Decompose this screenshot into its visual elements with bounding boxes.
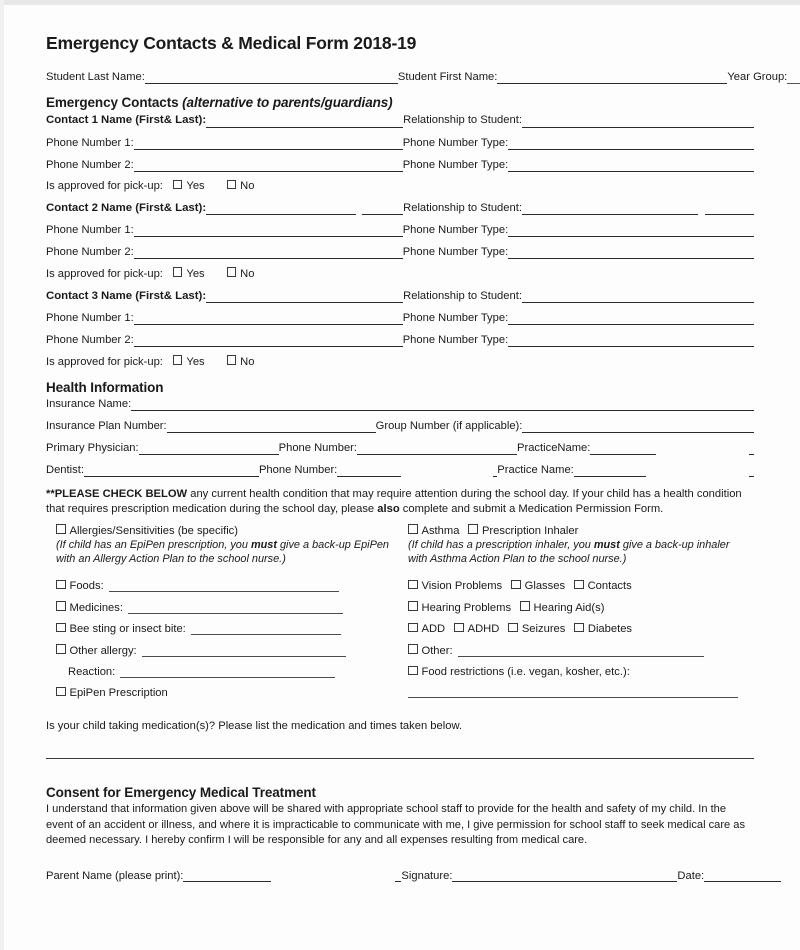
student-first-name-input[interactable] (497, 72, 727, 84)
medicines-label: Medicines: (69, 601, 123, 614)
parent-name-label: Parent Name (please print): (46, 870, 184, 883)
contact-1-phone2-label: Phone Number 2: (46, 158, 134, 171)
vision-checkbox-row[interactable] (408, 580, 754, 593)
checkbox-icon[interactable] (454, 623, 464, 633)
checkbox-icon[interactable] (468, 524, 478, 534)
physician-phone-input[interactable] (357, 443, 517, 455)
dentist-input[interactable] (84, 465, 259, 477)
year-group-input[interactable] (787, 72, 800, 84)
epipen-checkbox-row[interactable] (56, 687, 404, 700)
contact-1-pickup-label: Is approved for pick-up: (46, 180, 163, 192)
dentist-practice-input[interactable] (574, 466, 754, 477)
contact-1-phone1-type-input[interactable] (508, 138, 754, 150)
allergies-note-text-1: (If child has an EpiPen prescription, you (56, 538, 251, 551)
primary-physician-label: Primary Physician: (46, 441, 139, 454)
emergency-contacts-heading (46, 95, 754, 110)
asthma-checkbox-row[interactable] (408, 524, 754, 537)
check-below-text-1: any current health condition that may require attention during the school day. If your child has a health condition that requires prescription medication during the school day, please (46, 487, 742, 516)
contact-3-phone2-row (46, 333, 754, 347)
contact-2-pickup-label: Is approved for pick-up: (46, 267, 163, 280)
contact-3-phone1-label: Phone Number 1: (46, 312, 134, 324)
vision-problems-label: Vision Problems (421, 580, 503, 593)
contact-1-phone2-type-label: Phone Number Type: (402, 158, 509, 171)
date-label: Date: (677, 870, 705, 883)
other-allergy-checkbox-row[interactable] (56, 644, 404, 657)
insurance-name-row (46, 397, 754, 411)
physician-phone-label: Phone Number: (278, 441, 357, 454)
contact-3-pickup-yes-label: Yes (186, 355, 205, 368)
asthma-note (408, 538, 748, 567)
insurance-plan-label: Insurance Plan Number: (46, 419, 167, 432)
contact-1-phone2-type-input[interactable] (508, 160, 754, 172)
please-check-below-lead: **PLEASE CHECK BELOW (46, 487, 188, 500)
checkbox-icon[interactable] (227, 355, 237, 365)
medicines-input[interactable] (128, 603, 343, 614)
contact-3-phone2-input[interactable] (134, 335, 403, 347)
checkbox-icon[interactable] (56, 623, 66, 633)
contact-1-name-input[interactable] (206, 116, 403, 128)
contact-2-pickup-row (46, 267, 754, 280)
contact-1-pickup-no[interactable] (227, 180, 255, 193)
other-condition-label: Other: (421, 644, 453, 657)
bee-sting-label: Bee sting or insect bite: (69, 623, 186, 636)
checkbox-icon[interactable] (408, 601, 418, 611)
contact-3-phone1-type-input[interactable] (508, 313, 754, 325)
year-group-label: Year Group: (727, 71, 788, 84)
contact-2-phone1-type-label: Phone Number Type: (402, 224, 509, 237)
contact-3-name-row (46, 289, 754, 303)
contact-1-pickup-row (46, 180, 754, 193)
contact-1-relationship-input[interactable] (522, 116, 754, 128)
reaction-input[interactable] (120, 667, 335, 678)
physician-practice-label: PracticeName: (517, 441, 591, 454)
hearing-problems-label: Hearing Problems (421, 601, 512, 614)
insurance-name-input[interactable] (131, 399, 754, 411)
primary-physician-input[interactable] (139, 443, 279, 455)
bee-sting-input[interactable] (191, 624, 341, 635)
parent-name-input[interactable] (183, 871, 401, 882)
allergies-note-must: must (250, 538, 277, 551)
dentist-practice-label: Practice Name: (497, 463, 574, 476)
health-information-heading: Health Information (46, 379, 164, 395)
checkbox-icon[interactable] (173, 180, 183, 190)
student-last-name-input[interactable] (145, 72, 398, 84)
signature-input[interactable] (452, 870, 677, 882)
page-left-edge (0, 0, 4, 950)
contact-3-pickup-yes[interactable] (173, 355, 205, 368)
consent-paragraph: I understand that information given above will be shared with appropriate school staff to provide for the health and safety of my child. In the event of an accident or illness, and where it is impracticable to communicate with me, I give permission for school staff to seek medical care as deemed necessary. I hereby confirm I will be responsible for any and all expenses resulting from medical care. (46, 803, 746, 846)
checkbox-icon[interactable] (227, 180, 237, 190)
dentist-label: Dentist: (46, 463, 84, 476)
contact-1-phone2-row (46, 158, 754, 172)
conditions-right-column (404, 524, 754, 708)
foods-checkbox-row[interactable] (56, 580, 404, 593)
checkbox-icon[interactable] (408, 580, 418, 590)
contact-3-phone1-type-label: Phone Number Type: (402, 312, 509, 324)
contact-2-pickup-yes[interactable] (173, 267, 205, 280)
checkbox-icon[interactable] (508, 623, 518, 633)
contact-2-phone1-label: Phone Number 1: (46, 224, 134, 237)
checkbox-icon[interactable] (56, 524, 66, 534)
contact-1-phone1-type-label: Phone Number Type: (402, 136, 509, 149)
asthma-note-text-1: (If child has a prescription inhaler, you (408, 538, 594, 551)
neuro-checkbox-row[interactable] (408, 623, 754, 636)
student-first-name-label: Student First Name: (397, 71, 498, 84)
contact-3-relationship-input[interactable] (522, 291, 754, 303)
contact-1-relationship-label: Relationship to Student: (403, 114, 522, 127)
contact-3-relationship-label: Relationship to Student: (403, 289, 522, 302)
primary-physician-row (46, 441, 754, 455)
emergency-contacts-heading-note: (alternative to parents/guardians) (182, 95, 393, 111)
physician-practice-input[interactable] (590, 444, 754, 455)
signature-label: Signature: (401, 870, 453, 883)
other-condition-input[interactable] (458, 646, 704, 657)
signature-row (46, 870, 754, 882)
checkbox-icon[interactable] (56, 687, 66, 697)
contact-2-pickup-yes-label: Yes (186, 267, 205, 280)
conditions-left-column (46, 524, 404, 708)
contact-1-name-row (46, 113, 754, 127)
contact-3-pickup-label: Is approved for pick-up: (46, 355, 163, 368)
checkbox-icon[interactable] (408, 644, 418, 654)
conditions-columns (46, 524, 754, 708)
contact-3-phone1-row (46, 311, 754, 325)
contact-3-phone2-type-input[interactable] (508, 335, 754, 347)
asthma-note-text-2: give a back-up inhaler with Asthma Action Plan to the school nurse.) (408, 538, 730, 566)
asthma-label: Asthma (421, 524, 460, 537)
seizures-label: Seizures (521, 623, 566, 636)
bee-sting-checkbox-row[interactable] (56, 623, 404, 636)
contact-1-phone2-input[interactable] (134, 160, 403, 172)
contact-1-phone1-label: Phone Number 1: (46, 136, 134, 149)
food-restrictions-input[interactable] (408, 696, 738, 698)
contact-2-pickup-no-label: No (240, 267, 255, 280)
contact-3-name-input[interactable] (206, 291, 403, 303)
food-restrictions-label: Food restrictions (i.e. vegan, kosher, etc.): (421, 666, 630, 679)
contact-2-relationship-label: Relationship to Student: (403, 202, 522, 214)
glasses-label: Glasses (524, 580, 566, 593)
contact-3-phone2-type-label: Phone Number Type: (402, 334, 509, 346)
insurance-name-label: Insurance Name: (46, 397, 132, 410)
prescription-inhaler-label: Prescription Inhaler (481, 524, 579, 537)
contact-2-pickup-no[interactable] (227, 267, 255, 280)
contact-2-phone2-label: Phone Number 2: (46, 246, 134, 259)
contact-1-pickup-yes-label: Yes (186, 180, 205, 192)
food-restrictions-checkbox-row[interactable] (408, 666, 754, 679)
consent-section (46, 785, 754, 882)
checkbox-icon[interactable] (56, 644, 66, 654)
allergies-note (56, 538, 396, 567)
medication-question: Is your child taking medication(s)? Please list the medication and times taken below. (46, 720, 463, 733)
contact-3-pickup-no-label: No (240, 355, 255, 368)
contact-2-phone2-input[interactable] (134, 247, 403, 259)
contact-2-name-label: Contact 2 Name (First& Last): (46, 202, 207, 214)
contact-3-phone2-label: Phone Number 2: (46, 334, 134, 346)
dentist-row (46, 463, 754, 477)
checkbox-icon[interactable] (574, 623, 584, 633)
page-title: Emergency Contacts & Medical Form 2018-19 (46, 33, 417, 53)
dentist-phone-label: Phone Number: (258, 463, 338, 476)
contact-3-name-label: Contact 3 Name (First& Last): (46, 289, 207, 302)
asthma-note-must: must (593, 538, 620, 551)
contact-2-name-row (46, 201, 754, 215)
reaction-label: Reaction: (68, 665, 116, 678)
checkbox-icon[interactable] (408, 666, 418, 676)
contact-3-pickup-row (46, 355, 754, 368)
other-condition-checkbox-row[interactable] (408, 644, 754, 657)
hearing-checkbox-row[interactable] (408, 601, 754, 614)
checkbox-icon[interactable] (56, 580, 66, 590)
reaction-row (56, 666, 404, 678)
contact-2-phone2-type-input[interactable] (508, 247, 754, 259)
date-input[interactable] (704, 870, 781, 882)
hearing-aid-label: Hearing Aid(s) (533, 601, 605, 614)
allergies-note-text-2: give a back-up EpiPen with an Allergy Action Plan to the school nurse.) (56, 538, 389, 566)
medicines-checkbox-row[interactable] (56, 601, 404, 614)
contact-2-phone1-type-input[interactable] (508, 225, 754, 237)
contact-1-name-label: Contact 1 Name (First& Last): (46, 114, 207, 127)
other-allergy-label: Other allergy: (69, 644, 137, 657)
contact-1-pickup-yes[interactable] (173, 180, 205, 193)
insurance-plan-row (46, 419, 754, 433)
allergies-checkbox-row[interactable] (56, 524, 404, 537)
check-below-also: also (377, 503, 400, 516)
dentist-phone-input[interactable] (337, 466, 497, 477)
group-number-label: Group Number (if applicable): (375, 419, 523, 432)
checkbox-icon[interactable] (56, 601, 66, 611)
contact-2-phone1-row (46, 223, 754, 237)
contact-2-name-input[interactable] (206, 204, 403, 215)
group-number-input[interactable] (522, 421, 754, 433)
contact-1-phone1-input[interactable] (134, 138, 403, 150)
checkbox-icon[interactable] (408, 623, 418, 633)
diabetes-label: Diabetes (587, 623, 633, 636)
contact-2-phone2-row (46, 245, 754, 259)
checkbox-icon[interactable] (520, 601, 530, 611)
checkbox-icon[interactable] (227, 267, 237, 277)
checkbox-icon[interactable] (173, 355, 183, 365)
epipen-label: EpiPen Prescription (69, 687, 168, 700)
contact-1-pickup-no-label: No (240, 180, 255, 192)
checkbox-icon[interactable] (408, 524, 418, 534)
contact-3-pickup-no[interactable] (227, 355, 255, 368)
contact-2-phone1-input[interactable] (134, 225, 403, 237)
insurance-plan-input[interactable] (167, 421, 376, 433)
foods-input[interactable] (109, 581, 339, 592)
check-below-text-2: complete and submit a Medication Permission Form. (399, 503, 664, 516)
add-label: ADD (421, 623, 446, 636)
adhd-label: ADHD (467, 623, 500, 636)
emergency-contacts-heading-text: Emergency Contacts (46, 95, 179, 111)
other-allergy-input[interactable] (142, 646, 346, 657)
consent-heading: Consent for Emergency Medical Treatment (46, 785, 316, 801)
student-last-name-label: Student Last Name: (46, 71, 145, 84)
foods-label: Foods: (69, 580, 104, 593)
allergies-label: Allergies/Sensitivities (be specific) (69, 524, 238, 537)
contact-3-phone1-input[interactable] (134, 313, 403, 325)
form-content (46, 0, 788, 883)
contact-2-phone2-type-label: Phone Number Type: (402, 246, 509, 259)
checkbox-icon[interactable] (574, 580, 584, 590)
please-check-below-paragraph (46, 487, 754, 519)
student-identity-row (46, 70, 788, 84)
contacts-label: Contacts (587, 580, 632, 593)
checkbox-icon[interactable] (173, 267, 183, 277)
contact-2-relationship-input[interactable] (522, 204, 754, 215)
checkbox-icon[interactable] (511, 580, 521, 590)
medication-list-input[interactable] (46, 758, 754, 759)
contact-1-phone1-row (46, 136, 754, 150)
